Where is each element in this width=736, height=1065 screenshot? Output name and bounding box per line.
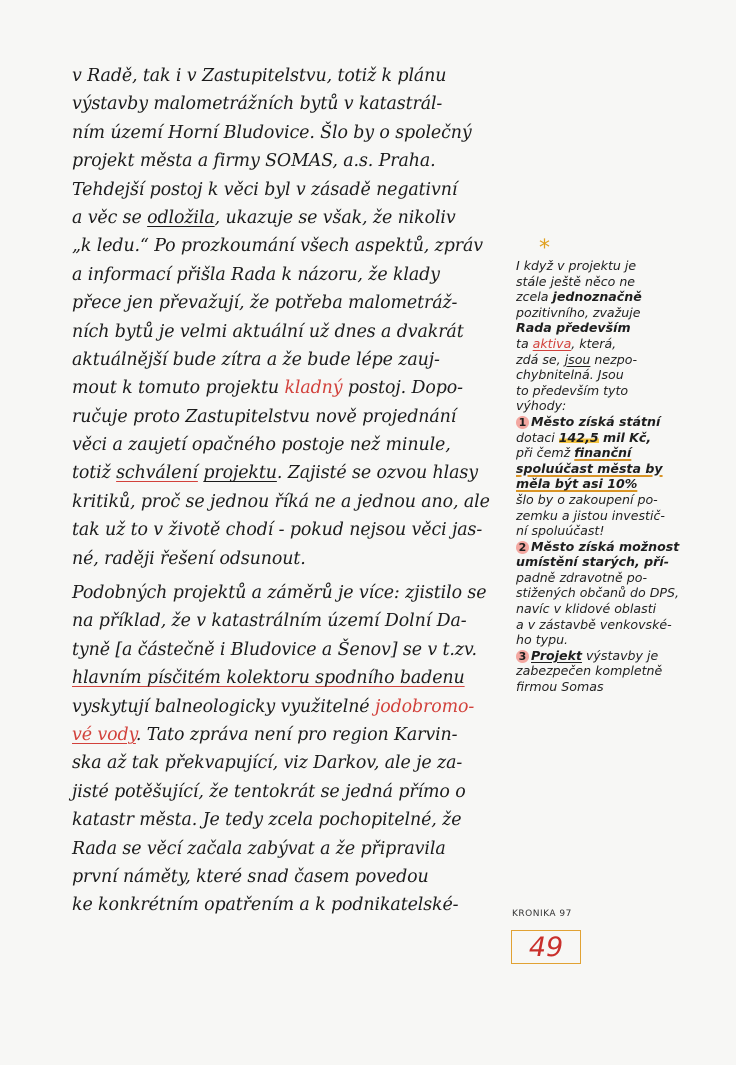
main-text-segment: Podobných projektů a záměrů je více: zjistilo se [72, 583, 487, 604]
main-line [72, 318, 504, 346]
side-text-segment: Město získá možnost [531, 538, 680, 554]
side-line [516, 570, 716, 586]
main-text-segment: jodobromo- [374, 696, 475, 717]
main-line [72, 147, 504, 175]
main-text-segment: a věc se [72, 207, 148, 228]
side-line [516, 663, 716, 679]
side-text-segment: Rada především [516, 320, 631, 336]
side-line [516, 383, 716, 399]
side-text-segment: výstavby je [581, 647, 659, 663]
side-line [516, 461, 716, 477]
side-line [516, 617, 716, 633]
side-text-segment: zcela [516, 289, 553, 305]
side-text-segment: mil Kč, [598, 429, 652, 445]
side-text-segment: ní spoluúčast! [516, 523, 605, 539]
main-line [72, 863, 504, 891]
main-text-segment: projektu [203, 463, 277, 484]
side-text-segment: navíc v klidové oblasti [516, 601, 657, 617]
side-line [516, 492, 716, 508]
main-line [72, 545, 504, 573]
main-text-segment: vyskytují balneologicky využitelné [72, 696, 375, 717]
list-number-badge: 3 [516, 650, 529, 663]
side-line [516, 289, 716, 305]
main-line [72, 459, 504, 487]
side-line [516, 445, 716, 461]
main-text-segment: Tehdejší postoj k věci byl v zásadě negativní [72, 179, 458, 200]
side-line [516, 632, 716, 648]
page-number: 49 [528, 931, 564, 963]
side-text-segment: , která, [571, 335, 617, 351]
main-text-segment: ním území Horní Bludovice. Šlo by o společný [72, 122, 472, 143]
main-text-segment: katastr města. Je tedy zcela pochopitelné, že [72, 810, 462, 831]
main-text-segment: tyně [a částečně i Bludovice a Šenov] se v t.zv. [72, 639, 477, 660]
main-line [72, 835, 504, 863]
main-text-segment: ke konkrétním opatřením a k podnikatelské- [72, 895, 459, 916]
side-text-segment: stižených občanů do DPS, [516, 585, 679, 601]
main-line [72, 579, 504, 607]
side-text-segment: padně zdravotně po- [516, 569, 648, 585]
side-line [516, 585, 716, 601]
main-text-segment: výstavby malometrážních bytů v katastrál- [72, 94, 443, 115]
main-line [72, 488, 504, 516]
main-line [72, 749, 504, 777]
side-text-segment: šlo by o zakoupení po- [516, 491, 658, 507]
main-line [72, 403, 504, 431]
side-line [516, 352, 716, 368]
main-text-segment: vé vody [72, 724, 136, 745]
side-text-segment: a v zástavbě venkovské- [516, 616, 672, 632]
main-line [72, 431, 504, 459]
main-text-segment: schválení [116, 463, 198, 484]
side-text-segment: stále ještě něco ne [516, 273, 636, 289]
side-text-segment: dotaci [516, 429, 559, 445]
main-text-column [72, 62, 504, 920]
main-text-segment: „k ledu.“ Po prozkoumání všech aspektů, zpráv [72, 236, 483, 257]
side-text-segment: zabezpečen kompletně [516, 663, 663, 679]
side-text-segment: spoluúčast města by [516, 460, 663, 476]
main-text-segment: Rada se věcí začala zabývat a že připravila [72, 838, 446, 859]
main-text-segment: přece jen převažují, že potřeba malometráž- [72, 293, 458, 314]
main-text-segment: v Radě, tak i v Zastupitelstvu, totiž k plánu [72, 66, 447, 86]
main-line [72, 204, 504, 232]
side-text-segment: umístění starých, pří- [516, 554, 669, 570]
main-line [72, 693, 504, 721]
side-text-segment: chybnitelná. Jsou [516, 367, 624, 383]
asterisk-mark: * [539, 236, 550, 261]
side-text-segment: Město získá státní [531, 413, 661, 429]
main-line [72, 119, 504, 147]
main-text-segment: tak už to v životě chodí - pokud nejsou věci jas- [72, 520, 483, 541]
side-line [516, 679, 716, 695]
side-text-segment: aktiva [532, 335, 572, 351]
page-number-box [511, 930, 581, 964]
chronicle-label: KRONIKA 97 [512, 909, 572, 919]
side-line [516, 430, 716, 446]
side-text-segment: ho typu. [516, 632, 569, 648]
side-line [516, 601, 716, 617]
side-text-segment: jednoznačně [552, 289, 642, 305]
main-text-segment: kladný [284, 378, 343, 399]
side-text-segment: finanční [574, 445, 632, 461]
side-line [516, 320, 716, 336]
main-text-segment: postoj. Dopo- [342, 378, 463, 399]
side-text-segment: Projekt [531, 647, 582, 663]
side-text-segment: 142,5 [558, 429, 599, 445]
main-line [72, 62, 504, 90]
side-text-segment: pozitivního, zvažuje [516, 304, 641, 320]
side-text-segment: to především tyto [516, 382, 629, 398]
main-text-segment: věci a zaujetí opačného postoje než minule, [72, 435, 451, 456]
main-text-segment: ních bytů je velmi aktuální už dnes a dvakrát [72, 321, 464, 342]
main-text-segment: , ukazuje se však, že nikoliv [214, 207, 456, 228]
main-line [72, 90, 504, 118]
side-line [516, 414, 716, 430]
main-text-segment: . Tato zpráva není pro region Karvin- [135, 724, 458, 745]
side-line [516, 398, 716, 414]
side-line [516, 367, 716, 383]
side-text-segment: firmou Somas [516, 679, 604, 695]
main-line [72, 261, 504, 289]
list-number-badge: 2 [516, 541, 529, 554]
side-line [516, 554, 716, 570]
side-text-segment: zdá se, [516, 351, 565, 367]
side-note-column [516, 258, 716, 695]
main-line [72, 891, 504, 919]
main-line [72, 289, 504, 317]
main-line [72, 636, 504, 664]
main-text-segment: né, raději řešení odsunout. [72, 548, 306, 569]
main-text-segment: projekt města a firmy SOMAS, a.s. Praha. [72, 151, 436, 172]
side-line [516, 274, 716, 290]
side-line [516, 258, 716, 274]
side-line [516, 539, 716, 555]
main-text-segment: první náměty, které snad časem povedou [72, 866, 429, 887]
main-line [72, 176, 504, 204]
side-text-segment: měla být asi 10% [516, 476, 638, 492]
main-line [72, 778, 504, 806]
main-text-segment: aktuálnější bude zítra a že bude lépe zauj- [72, 349, 440, 370]
main-line [72, 346, 504, 374]
main-line [72, 516, 504, 544]
side-line [516, 523, 716, 539]
side-line [516, 305, 716, 321]
side-line [516, 648, 716, 664]
side-line [516, 476, 716, 492]
side-line [516, 336, 716, 352]
main-line [72, 374, 504, 402]
main-text-segment: a informací přišla Rada k názoru, že klady [72, 264, 440, 285]
side-text-segment: zemku a jistou investič- [516, 507, 665, 523]
side-text-segment: nezpo- [590, 351, 637, 367]
main-line [72, 607, 504, 635]
side-line [516, 508, 716, 524]
main-text-segment: jisté potěšující, že tentokrát se jedná přímo o [72, 781, 466, 802]
main-text-segment: odložila [147, 207, 215, 228]
side-text-segment: při čemž [516, 445, 575, 461]
main-line [72, 806, 504, 834]
main-line [72, 232, 504, 260]
side-text-segment: výhody: [516, 398, 567, 414]
main-text-segment: . Zajisté se ozvou hlasy [276, 463, 478, 484]
side-text-segment: jsou [564, 351, 591, 367]
main-text-segment: totiž [72, 463, 117, 484]
side-text-segment: ta [516, 335, 533, 351]
side-text-segment: I když v projektu je [516, 258, 637, 273]
main-text-segment: na příklad, že v katastrálním území Dolní Da- [72, 611, 467, 632]
main-text-segment: ručuje proto Zastupitelstvu nově projednání [72, 406, 457, 427]
main-text-segment: kritiků, proč se jednou říká ne a jednou ano, ale [72, 491, 490, 512]
main-line [72, 721, 504, 749]
main-text-segment: hlavním písčitém kolektoru spodního badenu [72, 668, 465, 689]
main-text-segment: ska až tak překvapující, viz Darkov, ale je za- [72, 753, 463, 774]
list-number-badge: 1 [516, 416, 529, 429]
main-text-segment: mout k tomuto projektu [72, 378, 285, 399]
main-line [72, 664, 504, 692]
